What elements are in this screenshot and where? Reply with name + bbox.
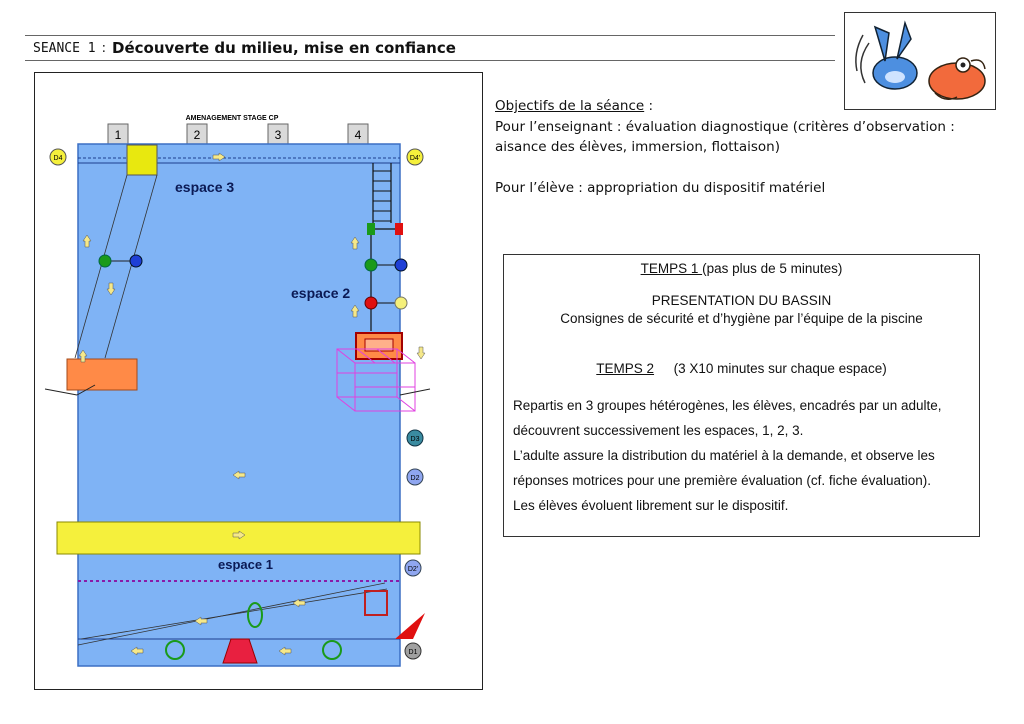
marker-d3: D3 (410, 436, 420, 443)
temps-1-label: TEMPS 1 (640, 261, 703, 276)
schedule-paragraph-3: Les élèves évoluent librement sur le dispositif. (513, 498, 789, 513)
green-ball (99, 255, 111, 267)
blue-ball (130, 255, 142, 267)
consignes-text: Consignes de sécurité et d’hygiène par l’équipe de la piscine (560, 311, 923, 326)
yellow-lane-line (57, 522, 420, 554)
pool-basin (78, 144, 400, 666)
objectives-heading: Objectifs de la séance (495, 98, 645, 114)
cartoon-animals-icon (845, 13, 995, 109)
espace-2-label: espace 2 (291, 285, 351, 301)
marker-d4: D4 (53, 155, 63, 162)
marker-d2: D2 (410, 475, 420, 482)
starting-blocks (108, 124, 368, 144)
title-bar (25, 35, 835, 61)
diagram-heading: AMENAGEMENT STAGE CP (185, 115, 279, 122)
objective-student: Pour l’élève : appropriation du dispositif matériel (495, 179, 826, 196)
espace-3-label: espace 3 (175, 179, 235, 195)
orange-mat (67, 359, 137, 390)
objectives-heading-colon: : (644, 98, 654, 114)
seance-label: SEANCE 1 (33, 40, 96, 56)
temps-2-label: TEMPS 2 (596, 361, 655, 376)
yellow-platform (127, 145, 157, 175)
schedule-paragraph-2: L’adulte assure la distribution du matériel à la demande, et observe les réponses motrices pour une première évaluation (cf. fiche évaluation). (513, 448, 935, 488)
presentation-heading: PRESENTATION DU BASSIN (651, 293, 832, 308)
lane-number-4: 4 (354, 128, 362, 142)
marker-d4-prime: D4' (409, 155, 421, 162)
pool-layout-diagram (34, 72, 483, 690)
marker-d2-prime: D2' (407, 566, 419, 573)
title-separator: : (101, 40, 107, 56)
lane-number-1: 1 (114, 128, 122, 142)
espace-1-label: espace 1 (218, 557, 273, 572)
lane-number-2: 2 (193, 128, 201, 142)
temps-2-detail: (3 X10 minutes sur chaque espace) (673, 361, 887, 376)
objectives-section (495, 96, 995, 198)
lane-number-3: 3 (274, 128, 282, 142)
marker-d1: D1 (408, 649, 418, 656)
page-title: Découverte du milieu, mise en confiance (112, 39, 456, 57)
temps-1-detail: (pas plus de 5 minutes) (702, 261, 843, 276)
schedule-paragraph-1: Repartis en 3 groupes hétérogènes, les élèves, encadrés par un adulte, découvrent successivement les espaces, 1, 2, 3. (513, 398, 942, 438)
schedule-box (503, 254, 980, 537)
objective-teacher: Pour l’enseignant : évaluation diagnostique (critères d’observation : aisance des élèves, immersion, flottaison) (495, 118, 955, 155)
pool-layout-svg (35, 73, 484, 691)
